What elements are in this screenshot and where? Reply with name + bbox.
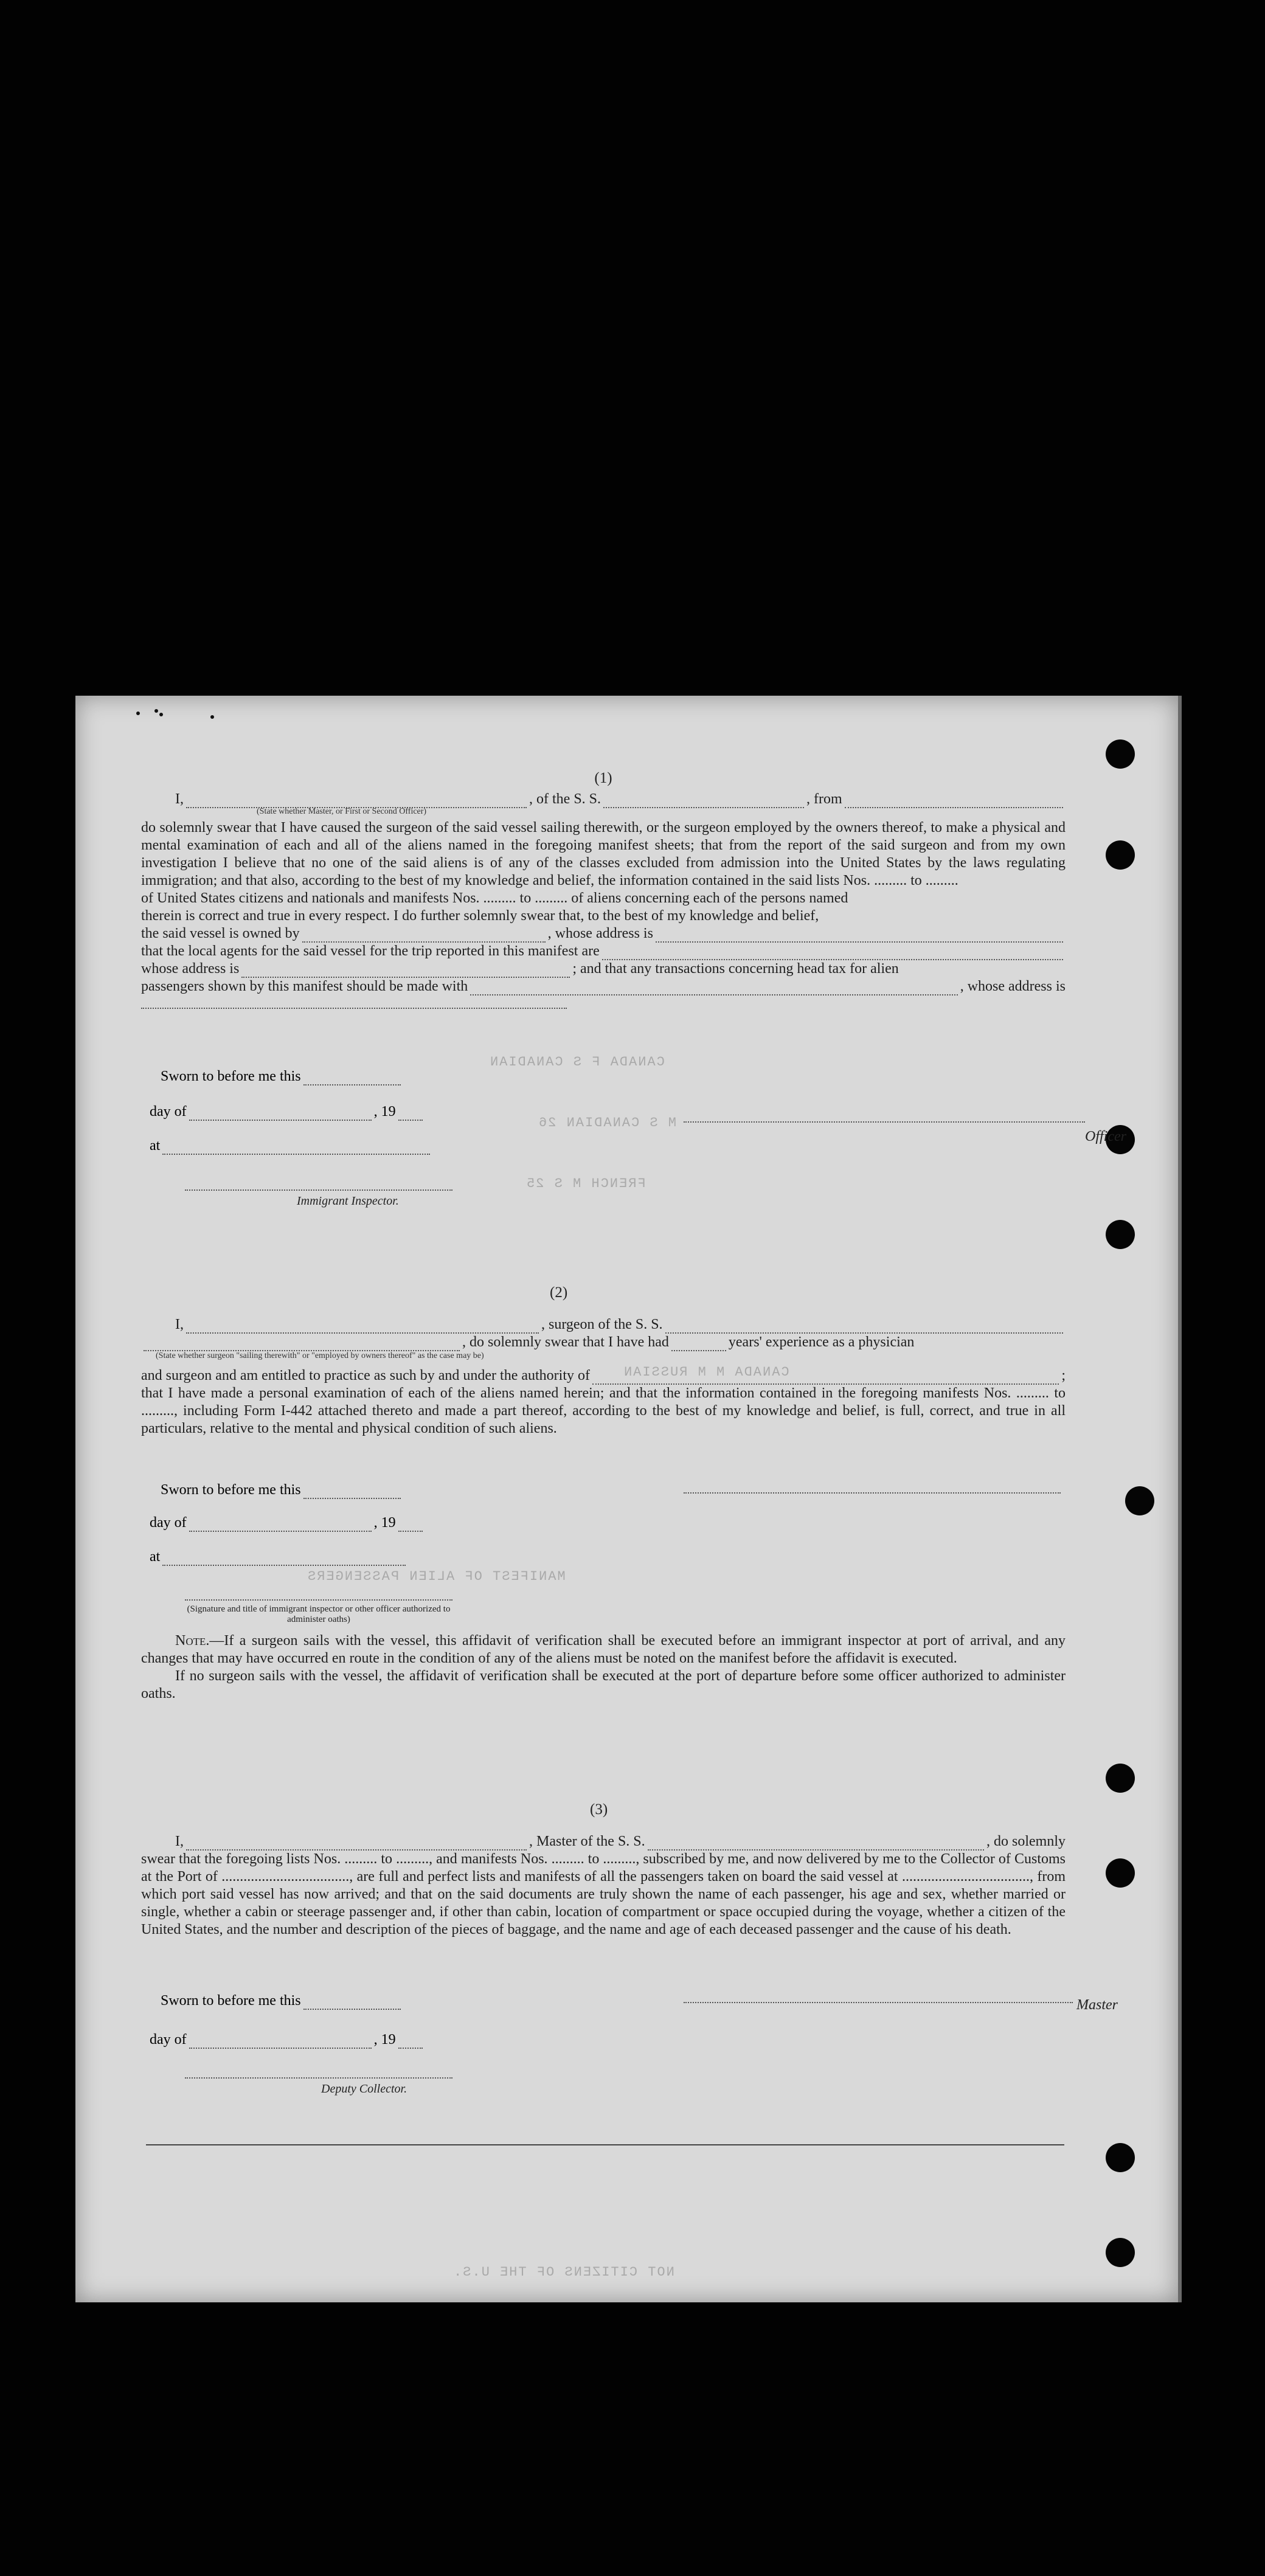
month-field[interactable] (189, 1518, 372, 1532)
surgeon-oath-text: that I have made a personal examination of each of the aliens named herein; and that the information contained in the foregoing manifests Nos. ......... to ........., including Form I-442 attached thereto and made a part thereof, according to the best of my knowledge and belief, is full, correct, and true in all particulars, relative to the mental and physical condition of such aliens. (141, 1385, 1066, 1436)
master-of-label: , Master of the S. S. (529, 1833, 645, 1849)
years-field[interactable] (671, 1338, 726, 1351)
statement-prefix: I, (175, 1833, 184, 1849)
sworn-day-field[interactable] (303, 1486, 401, 1499)
head-tax-agent-field[interactable] (470, 982, 957, 995)
collector-oath-text: swear that the foregoing lists Nos. ......... to ........., and manifests Nos. ......... to ........., subscribed by me, and now delivered by me to the Collector of Customs at the Port of ..................................., are full and perfect lists and manifests of all the passengers taken on board the said vessel at ..................................., from which port said vessel has now arrived; and that on the said documents are truly shown the name of each passenger, his age and sex, whether married or single, whether a cabin or steerage passenger and, if other than cabin, location of compartment or space occupied during the voyage, whether a citizen of the United States, and the number and description of the pieces of baggage, and the name and age of each deceased passenger and the cause of his death. (141, 1851, 1066, 1937)
sworn-day-field[interactable] (303, 1072, 401, 1085)
dust-speck (210, 715, 214, 719)
at-label: at (150, 1549, 161, 1565)
officer-label: Officer (1085, 1129, 1126, 1144)
agents-label: that the local agents for the said vessel for the trip reported in this manifest are (141, 943, 600, 959)
sworn-day-field[interactable] (303, 1996, 401, 2010)
master-label: Master (1076, 1997, 1118, 2013)
collector-label: Deputy Collector. (321, 2082, 407, 2096)
punch-hole (1106, 840, 1135, 870)
year-label: , 19 (373, 1515, 396, 1531)
bleed-through: CANADA M M RUSSIAN (623, 1365, 789, 1380)
punch-hole (1106, 2238, 1135, 2267)
authority-label: and surgeon and am entitled to practice as such by and under the authority of (141, 1368, 590, 1383)
oath-line: therein is correct and true in every respect. I do further solemnly swear that, to the best of my knowledge and belief, (141, 908, 819, 924)
label-of-ss: , of the S. S. (529, 791, 601, 807)
master-caption: (State whether Master, or First or Second Officer) (257, 807, 427, 816)
vessel-name-field[interactable] (603, 795, 804, 808)
punch-hole (1106, 1220, 1135, 1249)
departure-port-field[interactable] (845, 795, 1063, 808)
owner-address-label: , whose address is (547, 926, 653, 941)
master-name-field[interactable] (186, 1837, 527, 1851)
punch-hole (1125, 1486, 1154, 1515)
master-signature-line[interactable] (684, 2002, 1073, 2003)
passengers-label: passengers shown by this manifest should be made with (141, 978, 468, 994)
bleed-through: CANADA F S CANADIAN (489, 1054, 665, 1070)
agents-address-label: whose address is (141, 961, 240, 977)
bleed-through: M S CANADIAN 26 (538, 1115, 677, 1130)
surgeon-vessel-field[interactable] (665, 1320, 1063, 1334)
signature-caption: (Signature and title of immigrant inspector or other officer authorized to administer oaths) (187, 1604, 451, 1624)
surgeon-signature-line[interactable] (684, 1492, 1061, 1494)
head-tax-label: ; and that any transactions concerning head tax for alien (572, 961, 899, 977)
authority-field[interactable] (592, 1371, 1059, 1385)
inspector-signature-line[interactable] (185, 1189, 452, 1191)
bottom-rule (146, 2144, 1064, 2145)
day-of-label: day of (150, 1104, 187, 1120)
punch-hole (1106, 1764, 1135, 1793)
section-number: (3) (590, 1801, 608, 1818)
at-label: at (150, 1138, 161, 1154)
punch-hole (1106, 2143, 1135, 2172)
officer-signature-line[interactable] (684, 1121, 1085, 1123)
month-field[interactable] (189, 2035, 372, 2049)
statement-prefix: I, (175, 1317, 184, 1332)
surgeon-caption: (State whether surgeon "sailing therewith" or "employed by owners thereof" as the case may be) (156, 1351, 484, 1360)
affidavit-master-section (141, 770, 1066, 1009)
surgeon-note (141, 1632, 1066, 1703)
affidavit-collector-section (141, 1833, 1066, 1939)
master-oath-text: do solemnly swear that I have caused the surgeon of the said vessel sailing therewith, or the surgeon employed by the owners thereof, to make a physical and mental examination of each and all of the aliens named in the foregoing manifest sheets; that from the report of the said surgeon and from my own investigation I believe that no one of the said aliens is of any of the classes excluded from admission into the United States by the laws regulating immigration; and that also, according to the best of my knowledge and belief, the information contained in the said lists Nos. ......... to ......... (141, 820, 1066, 888)
note-text-2: If no surgeon sails with the vessel, the affidavit of verification shall be executed at the port of departure before some officer authorized to administer oaths. (141, 1668, 1066, 1702)
statement-prefix: I, (175, 791, 184, 807)
collector-signature-line[interactable] (185, 2077, 452, 2079)
year-label: , 19 (373, 2032, 396, 2048)
bleed-through: FRENCH M S 25 (525, 1176, 646, 1191)
year-label: , 19 (373, 1104, 396, 1120)
surgeon-of-label: , surgeon of the S. S. (541, 1317, 663, 1332)
place-field[interactable] (162, 1141, 430, 1155)
manifest-page (75, 696, 1182, 2302)
affidavit-surgeon-section: I, , surgeon of the S. S. , do solemnly swear that I have had years' experience as a physician (State whether surgeon "sailing therewith" or "employed by owners thereof" as the case may be) and surgeon and am entitled to practice as such by and under the authority of ; that I have made a personal examination of each of the aliens named herein; and that the information contained in the foregoing manifests Nos. ......... to ........., including Form I-442 attached thereto and made a part thereof, according to the best of my knowledge and belief, is full, correct, and true in all particulars, relative to the mental and physical condition of such aliens. (141, 1317, 1066, 1436)
day-of-label: day of (150, 2032, 187, 2048)
year-field[interactable] (398, 2035, 423, 2049)
punch-hole (1106, 1858, 1135, 1888)
surgeon-name-field[interactable] (186, 1320, 539, 1334)
inspector-label: Immigrant Inspector. (297, 1194, 399, 1208)
master-name-field[interactable] (186, 795, 527, 808)
dust-speck (159, 713, 163, 716)
vessel-name-field[interactable] (648, 1837, 984, 1851)
month-field[interactable] (189, 1107, 372, 1121)
agents-address-field[interactable] (241, 964, 570, 978)
note-text: —If a surgeon sails with the vessel, this affidavit of verification shall be executed before an immigrant inspector at port of arrival, and any changes that may have occurred en route in the condition of any of the aliens must be noted on the manifest before the affidavit is executed. (141, 1633, 1066, 1666)
experience-label: years' experience as a physician (728, 1334, 915, 1350)
year-field[interactable] (398, 1518, 423, 1532)
punch-hole (1106, 739, 1135, 769)
swear-label: , do solemnly swear that I have had (462, 1334, 669, 1350)
owner-field[interactable] (302, 929, 546, 943)
bleed-through: NOT CITIZENS OF THE U.S. (452, 2265, 674, 2280)
section-number: (2) (550, 1284, 568, 1301)
surgeon-type-field[interactable] (144, 1338, 460, 1351)
dust-speck (136, 712, 140, 715)
sworn-label: Sworn to before me this (161, 1068, 301, 1084)
label-from: , from (806, 791, 842, 807)
note-label: Note. (175, 1633, 210, 1649)
head-tax-address-label: , whose address is (960, 978, 1066, 994)
head-tax-address-field[interactable] (141, 995, 567, 1009)
section-number: (1) (594, 770, 612, 786)
day-of-label: day of (150, 1515, 187, 1531)
sworn-label: Sworn to before me this (161, 1482, 301, 1498)
bleed-through: MANIFEST OF ALIEN PASSENGERS (307, 1569, 566, 1584)
owner-address-field[interactable] (656, 929, 1063, 943)
agents-field[interactable] (602, 947, 1063, 960)
place-field[interactable] (162, 1553, 406, 1566)
owned-by-label: the said vessel is owned by (141, 926, 300, 941)
year-field[interactable] (398, 1107, 423, 1121)
oath-line: of United States citizens and nationals and manifests Nos. ......... to ......... of aliens concerning each of the persons named (141, 890, 848, 906)
dust-speck (154, 709, 158, 713)
sworn-label: Sworn to before me this (161, 1993, 301, 2009)
administering-officer-signature-line[interactable] (185, 1599, 452, 1601)
swear-label: , do solemnly (986, 1833, 1066, 1849)
